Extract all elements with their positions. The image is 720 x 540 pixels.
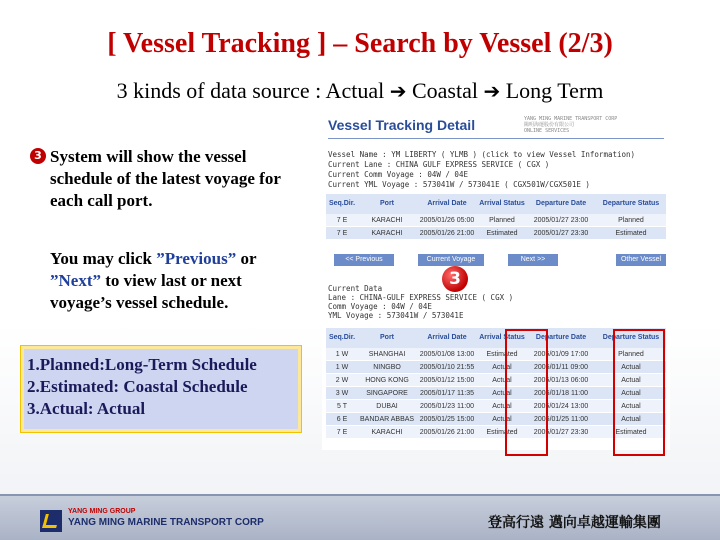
table-cell: 3 W [326, 387, 358, 400]
p2-a: You may click [50, 249, 157, 268]
table-cell: 2005/01/27 23:30 [526, 426, 596, 439]
table-cell: Planned [596, 348, 666, 361]
divider [328, 138, 664, 139]
brand-line: 陽明海運股份有限公司 [524, 122, 575, 128]
table-cell: Actual [596, 413, 666, 426]
col-port: Port [358, 328, 416, 348]
table-cell: BANDAR ABBAS [358, 413, 416, 426]
table-cell: 2005/01/26 21:00 [416, 426, 478, 439]
legend-item-planned: 1.Planned:Long-Term Schedule [27, 355, 257, 374]
table-cell: Estimated [596, 227, 666, 240]
col-departure-date: Departure Date [526, 194, 596, 214]
table-cell: 7 E [326, 227, 358, 240]
table-cell: Planned [478, 214, 526, 227]
subtitle-end: Long Term [505, 78, 604, 103]
table-cell: Actual [478, 400, 526, 413]
legend-item-actual: 3.Actual: Actual [27, 399, 146, 418]
table-cell: 1 W [326, 348, 358, 361]
col-arrival-status: Arrival Status [478, 194, 526, 214]
panel-brand [524, 116, 617, 134]
table-cell: 2005/01/09 17:00 [526, 348, 596, 361]
yml-voyage-line: Current YML Voyage : 573041W / 573041E ( CGX501W/CGX501E ) [328, 180, 590, 189]
table-cell: 2005/01/25 11:00 [526, 413, 596, 426]
table-cell: Actual [596, 387, 666, 400]
comm-voyage-line-2: Comm Voyage : 04W / 04E [328, 302, 432, 311]
subtitle [0, 78, 720, 104]
table-cell: 2005/01/23 11:00 [416, 400, 478, 413]
col-departure-status: Departure Status [596, 194, 666, 214]
schedule-table-top [326, 194, 666, 240]
table-cell: Estimated [478, 227, 526, 240]
table-cell: 5 T [326, 400, 358, 413]
table-cell: HONG KONG [358, 374, 416, 387]
table-cell: Actual [478, 361, 526, 374]
table-cell: KARACHI [358, 227, 416, 240]
explanation-p1: System will show the vessel schedule of the latest voyage for each call port. [50, 147, 281, 210]
explanation-text [30, 146, 305, 314]
vessel-name-line[interactable]: Vessel Name : YM LIBERTY ( YLMB ) (click to view Vessel Information) [328, 150, 636, 159]
col-arrival-date: Arrival Date [416, 194, 478, 214]
table-cell: Estimated [596, 426, 666, 439]
table-cell: 2005/01/25 15:00 [416, 413, 478, 426]
current-data-label: Current Data [328, 284, 383, 293]
table-cell: 2005/01/24 13:00 [526, 400, 596, 413]
legend-item-estimated: 2.Estimated: Coastal Schedule [27, 377, 248, 396]
table-cell: Actual [596, 400, 666, 413]
table-cell: 6 E [326, 413, 358, 426]
table-row [326, 214, 666, 227]
table-cell: 2005/01/10 21:55 [416, 361, 478, 374]
departure-status-highlight [613, 329, 665, 456]
table-header [326, 194, 666, 214]
table-cell: Actual [596, 361, 666, 374]
col-seq: Seq.Dir. [326, 328, 358, 348]
col-departure-status: Departure Status [596, 328, 666, 348]
table-cell: Actual [478, 374, 526, 387]
table-cell: NINGBO [358, 361, 416, 374]
table-cell: 2005/01/08 13:00 [416, 348, 478, 361]
footer-corp: YANG MING MARINE TRANSPORT CORP [68, 517, 264, 528]
current-lane-line: Current Lane : CHINA GULF EXPRESS SERVICE ( CGX ) [328, 160, 550, 169]
table-cell: 2005/01/27 23:00 [526, 214, 596, 227]
panel-title: Vessel Tracking Detail [328, 117, 476, 133]
table-cell: 2005/01/17 11:35 [416, 387, 478, 400]
p2-c: to view last or next voyage’s vessel schedule. [50, 271, 242, 312]
previous-ref: ”Previous” [156, 249, 237, 268]
arrow-icon: ➔ [483, 79, 501, 103]
table-cell: 7 E [326, 426, 358, 439]
brand-line: YANG MING MARINE TRANSPORT CORP [524, 116, 618, 122]
col-departure-date: Departure Date [526, 328, 596, 348]
col-port: Port [358, 194, 416, 214]
next-ref: ”Next” [50, 271, 101, 290]
footer-group: YANG MING GROUP [68, 508, 136, 515]
table-cell: SHANGHAI [358, 348, 416, 361]
next-button[interactable]: Next >> [508, 254, 558, 266]
footer-divider [0, 494, 720, 496]
table-cell: Planned [596, 214, 666, 227]
footer-slogan: 登高行遠 邁向卓越運輸集團 [488, 515, 661, 531]
table-cell: Actual [478, 413, 526, 426]
table-cell: 2005/01/13 06:00 [526, 374, 596, 387]
col-arrival-status: Arrival Status [478, 328, 526, 348]
col-seq: Seq.Dir. [326, 194, 358, 214]
other-vessel-button[interactable]: Other Vessel [616, 254, 666, 266]
step-3-badge-icon: 3 [442, 266, 468, 292]
table-cell: Actual [478, 387, 526, 400]
table-cell: Actual [596, 374, 666, 387]
table-cell: Estimated [478, 348, 526, 361]
arrival-status-highlight [505, 329, 548, 456]
table-cell: 2005/01/18 11:00 [526, 387, 596, 400]
arrow-icon: ➔ [389, 79, 407, 103]
table-cell: 7 E [326, 214, 358, 227]
subtitle-mid: Coastal [411, 78, 478, 103]
table-cell: DUBAI [358, 400, 416, 413]
table-cell: 2005/01/12 15:00 [416, 374, 478, 387]
subtitle-prefix: 3 kinds of data source : Actual [116, 78, 385, 103]
previous-button[interactable]: << Previous [334, 254, 394, 266]
table-cell: KARACHI [358, 426, 416, 439]
lane-line: Lane : CHINA-GULF EXPRESS SERVICE ( CGX ) [328, 293, 514, 302]
table-cell: 2005/01/11 09:00 [526, 361, 596, 374]
yml-voyage-line-2: YML Voyage : 573041W / 573041E [328, 311, 464, 320]
slide-title: [ Vessel Tracking ] – Search by Vessel (2/3) [107, 28, 613, 59]
table-cell: Estimated [478, 426, 526, 439]
table-cell: 2005/01/26 05:00 [416, 214, 478, 227]
table-row [326, 227, 666, 240]
table-cell: 2 W [326, 374, 358, 387]
col-arrival-date: Arrival Date [416, 328, 478, 348]
table-cell: KARACHI [358, 214, 416, 227]
yang-ming-logo-icon [40, 510, 62, 532]
explanation-p2 [30, 248, 305, 314]
number-3-icon: 3 [30, 148, 46, 164]
table-cell: 2005/01/27 23:30 [526, 227, 596, 240]
table-cell: SINGAPORE [358, 387, 416, 400]
table-cell: 2005/01/26 21:00 [416, 227, 478, 240]
p2-b: or [236, 249, 257, 268]
brand-line: ONLINE SERVICES [524, 128, 570, 134]
comm-voyage-line: Current Comm Voyage : 04W / 04E [328, 170, 468, 179]
current-voyage-button[interactable]: Current Voyage [418, 254, 484, 266]
table-cell: 1 W [326, 361, 358, 374]
voyage-nav-buttons [326, 254, 666, 268]
status-legend-box [20, 345, 302, 433]
